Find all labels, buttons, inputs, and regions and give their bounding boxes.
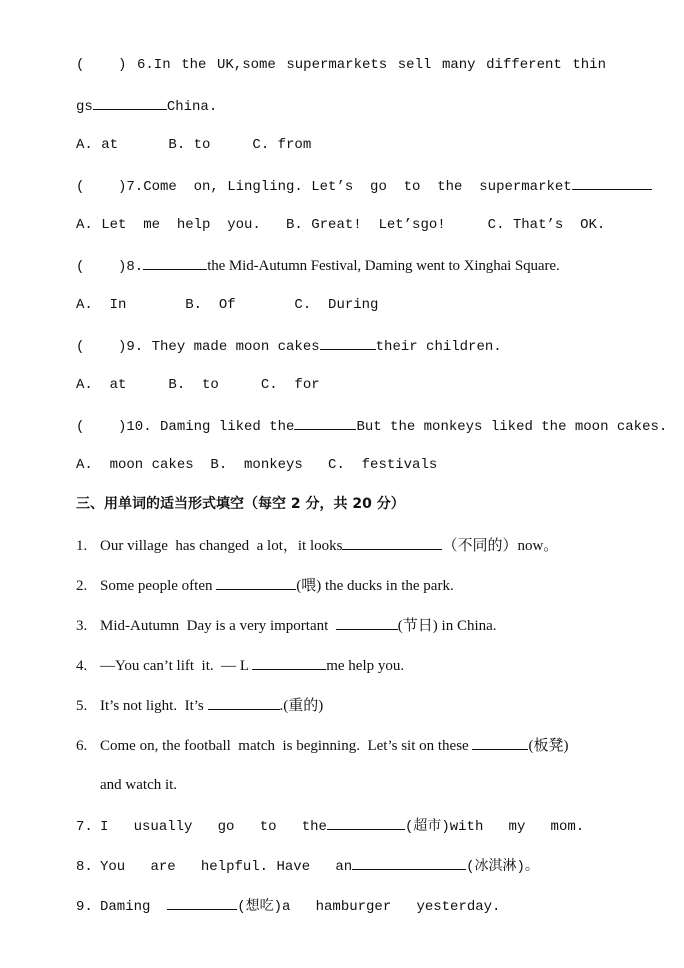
- item-number: 5.: [76, 698, 88, 714]
- item-number: 1.: [76, 538, 88, 554]
- fill-item-6-continuation: and watch it.: [100, 777, 178, 793]
- fill-item-6: [76, 735, 568, 756]
- answer-blank[interactable]: [143, 255, 207, 270]
- question-9-options: A. at B. to C. for: [76, 377, 320, 393]
- word: UK,some: [216, 57, 276, 73]
- question-7-options: A. Let me help you. B. Great! Let’sgo! C. That’s OK.: [76, 217, 606, 233]
- text-fragment: (想吃)a hamburger yesterday.: [237, 899, 501, 915]
- word: to: [259, 819, 277, 835]
- word: usually: [133, 819, 193, 835]
- word: 6.In: [137, 57, 171, 73]
- item-number: 2.: [76, 578, 88, 594]
- text-fragment: me help you.: [326, 658, 405, 674]
- text-fragment: Come on, the football match is beginning. Let’s sit on these: [100, 738, 473, 754]
- word: helpful. Have: [200, 859, 311, 875]
- item-number: 9.: [76, 899, 93, 915]
- text-fragment: ( )10. Daming liked the: [76, 419, 295, 435]
- answer-blank[interactable]: [252, 655, 326, 670]
- word: I: [100, 819, 109, 835]
- question-6-continuation: [76, 95, 217, 117]
- answer-blank[interactable]: [572, 175, 652, 190]
- text-fragment: the Mid-Autumn Festival, Daming went to Xinghai Square.: [207, 258, 560, 274]
- text-fragment: .(重的): [279, 698, 324, 714]
- word: sell: [397, 57, 432, 73]
- text-fragment: ( )7.Come on, Lingling. Let’s go to the supermarket: [76, 179, 572, 195]
- answer-blank[interactable]: [167, 895, 237, 910]
- text-fragment: Daming: [100, 899, 168, 915]
- word: go: [217, 819, 235, 835]
- answer-paren: ( ): [76, 57, 127, 73]
- text-fragment: Mid-Autumn Day is a very important: [100, 618, 336, 634]
- text-fragment: (节日) in China.: [397, 618, 497, 634]
- word: the: [181, 57, 207, 73]
- text-fragment: Our village has changed a lot，it looks: [100, 538, 343, 554]
- question-10-stem: [76, 415, 667, 437]
- answer-blank[interactable]: [472, 735, 528, 750]
- answer-blank[interactable]: [294, 415, 356, 430]
- section-3-title: 三、用单词的适当形式填空（每空 2 分，共 20 分）: [76, 496, 405, 512]
- answer-blank[interactable]: [320, 335, 376, 350]
- word: many: [441, 57, 476, 73]
- fill-item-5: [76, 695, 323, 716]
- text-fragment: China.: [166, 99, 218, 115]
- text-fragment: Some people often: [100, 578, 217, 594]
- answer-blank[interactable]: [336, 615, 398, 630]
- text-fragment: (超市)with my mom.: [404, 819, 585, 835]
- fill-item-3: [76, 615, 497, 636]
- word: thin: [572, 57, 606, 73]
- fill-item-2: [76, 575, 454, 596]
- fill-item-9: [76, 895, 500, 917]
- text-fragment: (冰淇淋)。: [466, 859, 539, 875]
- answer-blank[interactable]: [327, 815, 405, 830]
- question-10-options: A. moon cakes B. monkeys C. festivals: [76, 457, 438, 473]
- answer-blank[interactable]: [93, 95, 167, 110]
- item-number: 8.: [76, 859, 93, 875]
- question-9-stem: [76, 335, 502, 357]
- word: the: [301, 819, 327, 835]
- item-number: 6.: [76, 738, 88, 754]
- word: You: [100, 859, 126, 875]
- word: an: [335, 859, 353, 875]
- text-fragment: gs: [76, 99, 93, 115]
- text-fragment: —You can’t lift it. — L: [100, 658, 253, 674]
- text-fragment: (板凳): [528, 738, 569, 754]
- question-8-options: A. In B. Of C. During: [76, 297, 379, 313]
- question-8-stem: [76, 255, 560, 277]
- text-fragment: (喂) the ducks in the park.: [296, 578, 454, 594]
- fill-item-8: [76, 855, 539, 877]
- text-fragment: their children.: [375, 339, 502, 355]
- item-number: 4.: [76, 658, 88, 674]
- item-number: 3.: [76, 618, 88, 634]
- word: different: [486, 57, 562, 73]
- text-fragment: But the monkeys liked the moon cakes.: [356, 419, 668, 435]
- answer-blank[interactable]: [208, 695, 280, 710]
- text-fragment: ( )8.: [76, 259, 144, 275]
- item-number: 7.: [76, 819, 93, 835]
- text-fragment: It’s not light. It’s: [100, 698, 208, 714]
- question-6-stem: [76, 55, 606, 75]
- word: supermarkets: [286, 57, 388, 73]
- answer-blank[interactable]: [342, 535, 442, 550]
- fill-item-7: [76, 815, 584, 837]
- question-7-stem: [76, 175, 652, 197]
- text-fragment: ( )9. They made moon cakes: [76, 339, 320, 355]
- text-fragment: （不同的）now。: [442, 538, 559, 554]
- answer-blank[interactable]: [352, 855, 466, 870]
- fill-item-1: [76, 535, 558, 556]
- word: are: [150, 859, 176, 875]
- question-6-options: A. at B. to C. from: [76, 137, 312, 153]
- answer-blank[interactable]: [216, 575, 296, 590]
- fill-item-4: [76, 655, 404, 676]
